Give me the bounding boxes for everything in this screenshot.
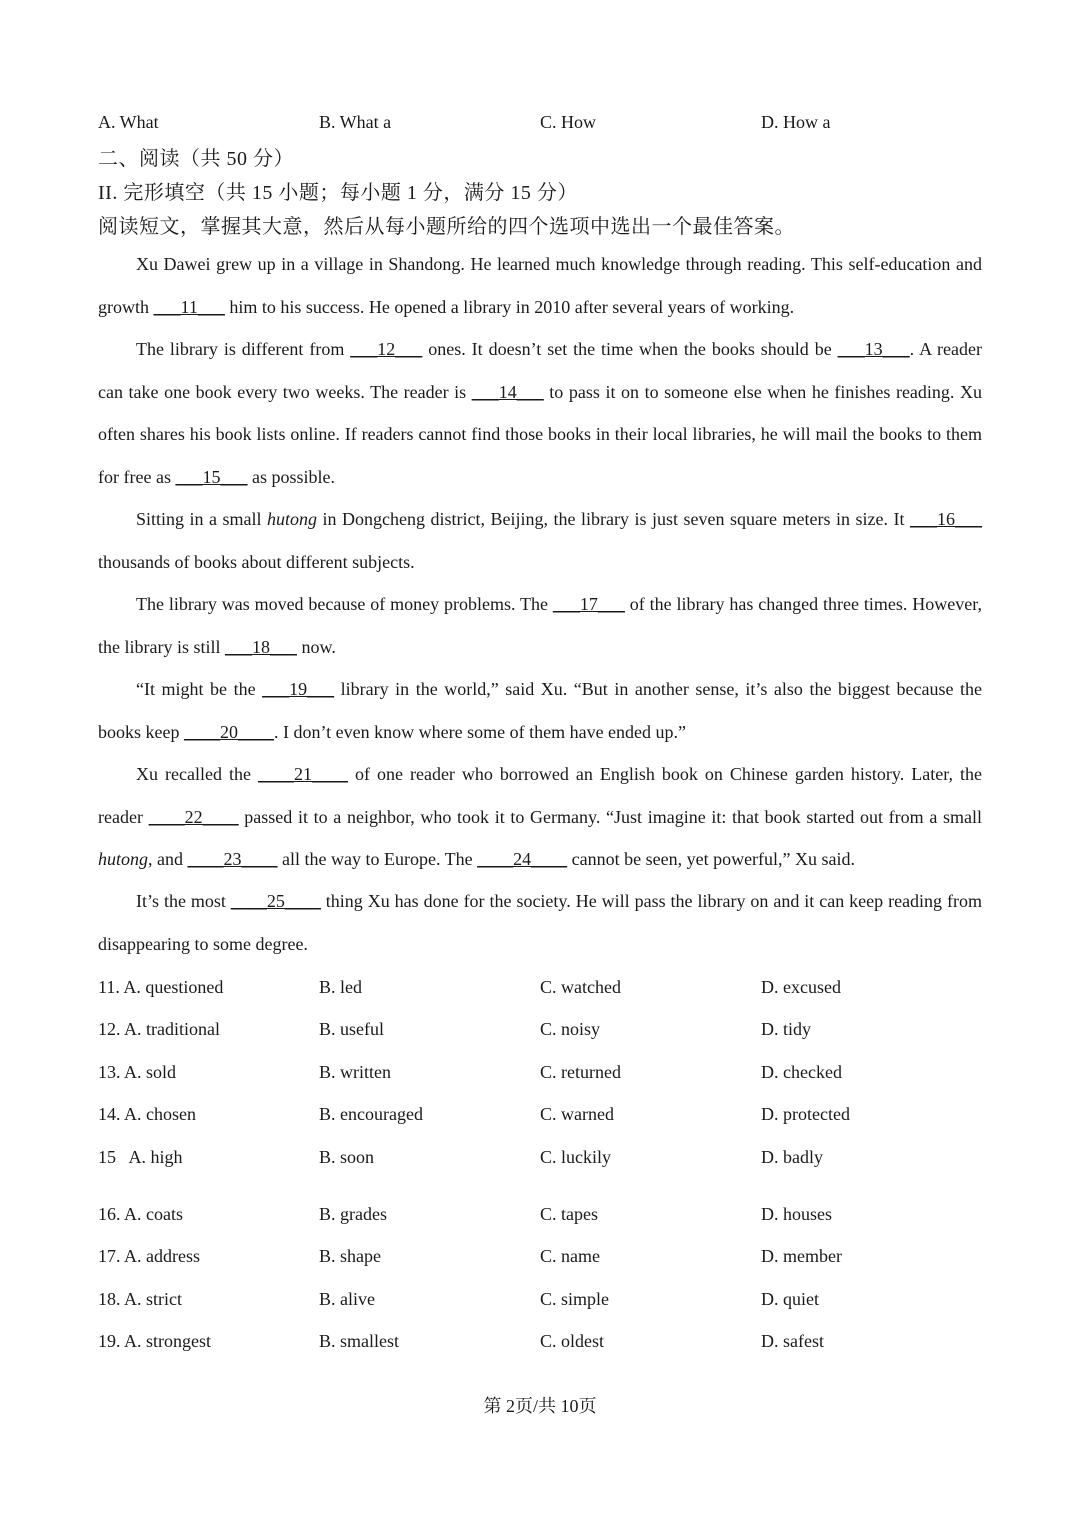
blank-24: ____24____ [477, 849, 568, 869]
option-d: D. member [761, 1246, 842, 1266]
option-b: B. grades [319, 1204, 387, 1224]
instructions: 阅读短文，掌握其大意，然后从每小题所给的四个选项中选出一个最佳答案。 [98, 216, 795, 238]
option-a: 16. A. coats [98, 1204, 183, 1224]
option-b: B. useful [319, 1019, 384, 1039]
passage-paragraph-1: Xu Dawei grew up in a village in Shandong. He learned much knowledge through reading. This self-education and growth ___11___ him to his success. He opened a library in 2010 after several years of working. [98, 254, 982, 317]
blank-21: ____21____ [257, 764, 348, 784]
blank-17: ___17___ [552, 594, 625, 614]
blank-15: ___15___ [175, 466, 248, 487]
option-d: D. houses [761, 1204, 832, 1224]
option-d: D. safest [761, 1331, 824, 1351]
option-b: B. led [319, 977, 362, 997]
option-d: D. excused [761, 977, 841, 997]
option-d: D. tidy [761, 1019, 812, 1039]
option-c: C. warned [540, 1104, 614, 1124]
option-b: B. soon [319, 1147, 375, 1167]
option-d: D. How a [761, 112, 831, 132]
option-b: B. written [319, 1062, 391, 1082]
passage-paragraph-5: “It might be the ___19___ library in the world,” said Xu. “But in another sense, it’s also the biggest because the books keep ____20____. I don’t even know where some of them have ended up.” [98, 679, 982, 742]
option-b: B. alive [319, 1289, 375, 1309]
blank-23: ____23____ [187, 849, 278, 869]
blank-25: ____25____ [230, 891, 321, 911]
option-a: 11. A. questioned [98, 977, 224, 997]
option-b: B. shape [319, 1246, 381, 1266]
option-d: D. protected [761, 1104, 850, 1124]
option-c: C. luckily [540, 1147, 611, 1167]
blank-22: ____22____ [148, 806, 239, 827]
blank-19: ___19___ [262, 679, 335, 699]
option-c: C. tapes [540, 1204, 598, 1224]
blank-20: ____20____ [183, 721, 274, 742]
passage-paragraph-2: The library is different from ___12___ ones. It doesn’t set the time when the books should be ___13___. A reader can take one book every two weeks. The reader is ___14___ to pass it on to someone else when he finishes reading. Xu often shares his book lists online. If readers cannot find those books in their local libraries, he will mail the books to them for free as ___15___ as possible. [98, 339, 982, 487]
blank-12: ___12___ [350, 339, 423, 359]
passage-paragraph-6: Xu recalled the ____21____ of one reader who borrowed an English book on Chinese garden history. Later, the reader ____22____ passed it to a neighbor, who took it to Germany. “Just imagine it: that book started out from a small hutong, and ____23____ all the way to Europe. The ____24____ cannot be seen, yet powerful,” Xu said. [98, 764, 982, 869]
option-a: 13. A. sold [98, 1062, 177, 1082]
option-c: C. watched [540, 977, 621, 997]
option-c: C. simple [540, 1289, 610, 1309]
option-a: A. What [98, 112, 159, 132]
option-a: 15 A. high [98, 1147, 183, 1167]
section-heading: 二、阅读（共 50 分） [98, 148, 294, 170]
passage-paragraph-4: The library was moved because of money problems. The ___17___ of the library has changed three times. However, the library is still ___18___ now. [98, 594, 983, 657]
option-a: 17. A. address [98, 1246, 200, 1266]
option-d: D. badly [761, 1147, 823, 1167]
option-a: 18. A. strict [98, 1289, 182, 1309]
blank-11: ___11___ [153, 296, 225, 317]
option-a: 14. A. chosen [98, 1104, 196, 1124]
option-d: D. checked [761, 1062, 842, 1082]
page-footer: 第 2页/共 10页 [483, 1396, 597, 1416]
blank-13: ___13___ [837, 339, 910, 359]
option-a: 19. A. strongest [98, 1331, 212, 1351]
option-c: C. oldest [540, 1331, 605, 1351]
option-c: C. returned [540, 1062, 621, 1082]
passage-paragraph-3: Sitting in a small hutong in Dongcheng district, Beijing, the library is just seven square meters in size. It ___16___ thousands of books about different subjects. [98, 509, 982, 572]
option-c: C. name [540, 1246, 600, 1266]
option-c: C. How [540, 112, 597, 132]
blank-16: ___16___ [910, 509, 982, 529]
option-b: B. What a [319, 112, 392, 132]
option-a: 12. A. traditional [98, 1019, 220, 1039]
option-c: C. noisy [540, 1019, 601, 1039]
blank-18: ___18___ [224, 636, 297, 657]
passage-paragraph-7: It’s the most ____25____ thing Xu has done for the society. He will pass the library on and it can keep reading from disappearing to some degree. [98, 891, 982, 954]
option-d: D. quiet [761, 1289, 819, 1309]
blank-14: ___14___ [471, 381, 544, 402]
option-b: B. encouraged [319, 1104, 423, 1124]
option-b: B. smallest [319, 1331, 399, 1351]
part-heading: II. 完形填空（共 15 小题；每小题 1 分，满分 15 分） [98, 182, 578, 204]
